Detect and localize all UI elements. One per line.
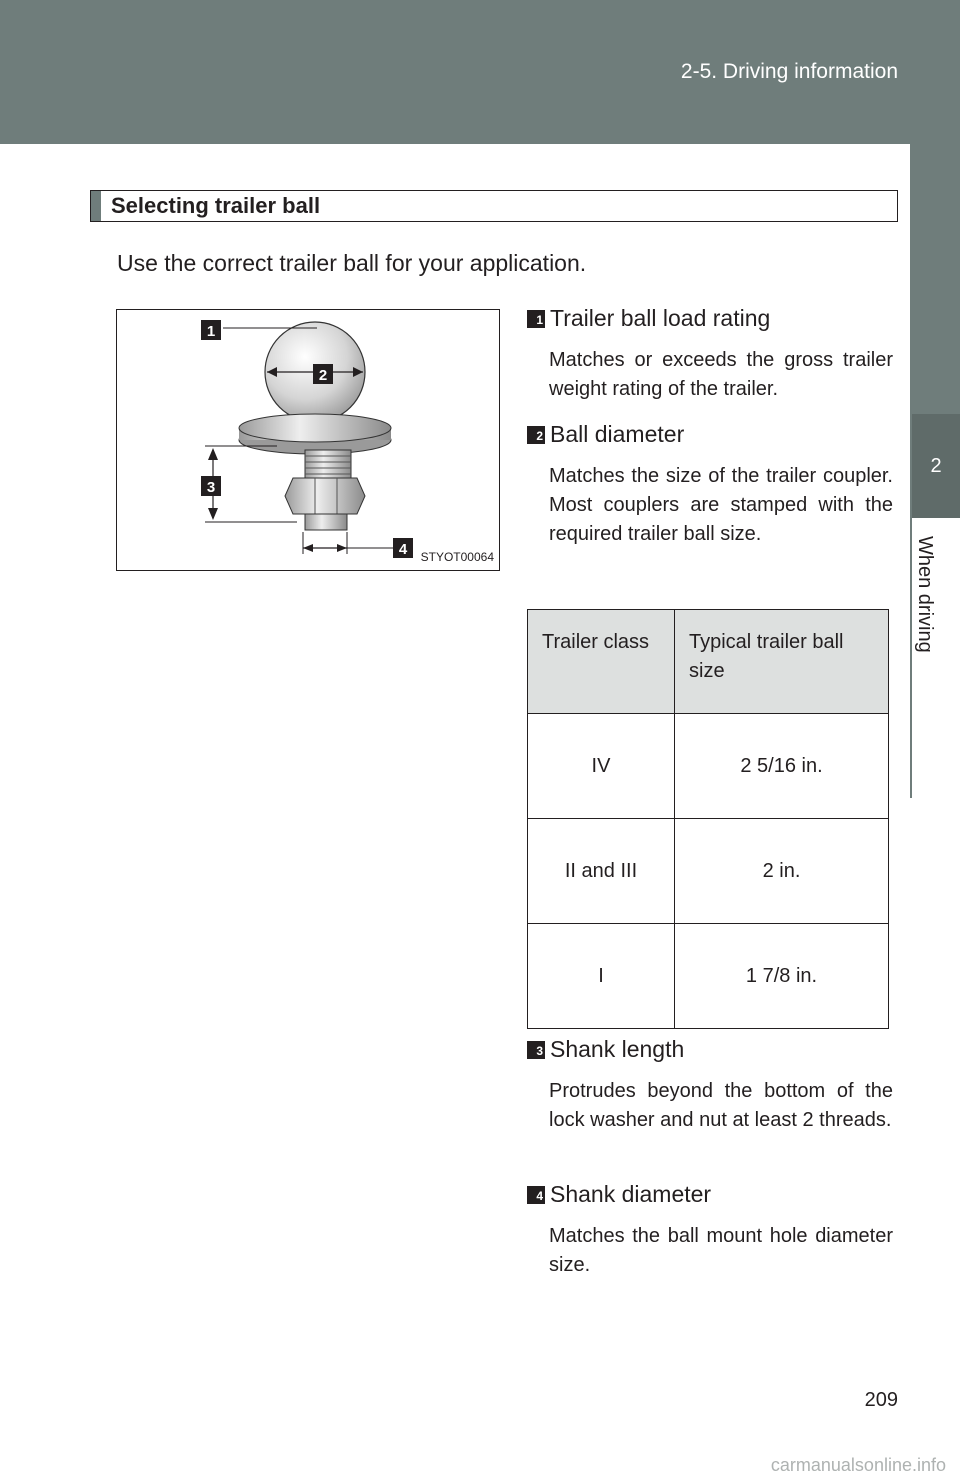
- callout-1: 1: [206, 323, 216, 340]
- section-heading-text: Selecting trailer ball: [111, 193, 321, 218]
- item-marker: 2: [527, 426, 545, 444]
- table-row: [528, 924, 889, 1029]
- heading-accent-bar: [91, 191, 101, 221]
- item-marker: 4: [527, 1186, 545, 1204]
- item-description: Protrudes beyond the bottom of the lock washer and nut at least 2 threads.: [549, 1080, 893, 1131]
- cell-size: 2 5/16 in.: [675, 714, 889, 819]
- item-shank-length: [527, 1036, 893, 1135]
- callout-2: 2: [318, 367, 328, 384]
- callout-4: 4: [398, 541, 408, 558]
- trailer-ball-drawing: [117, 310, 499, 570]
- item-description: Matches the size of the trailer coupler. Most couplers are stamped with the required trailer ball size.: [549, 465, 893, 545]
- item-title: Shank diameter: [550, 1181, 712, 1207]
- intro-text: Use the correct trailer ball for your application.: [117, 250, 587, 276]
- item-description: Matches the ball mount hole diameter size.: [549, 1225, 893, 1276]
- header-ball-size: Typical trailer ball size: [675, 610, 889, 714]
- chapter-label: When driving: [914, 536, 936, 653]
- section-heading: [90, 190, 898, 222]
- item-title: Shank length: [550, 1036, 685, 1062]
- item-description: Matches or exceeds the gross trailer weight rating of the trailer.: [549, 349, 893, 400]
- item-title: Trailer ball load rating: [550, 305, 771, 331]
- item-ball-diameter: [527, 421, 893, 549]
- item-shank-diameter: [527, 1181, 893, 1280]
- table-row: [528, 819, 889, 924]
- section-breadcrumb: 2-5. Driving information: [680, 60, 898, 83]
- page-header: [0, 0, 960, 144]
- table-row: [528, 714, 889, 819]
- cell-class: I: [528, 924, 675, 1029]
- watermark-link[interactable]: carmanualsonline.info: [770, 1455, 946, 1475]
- trailer-ball-illustration: [116, 309, 500, 571]
- page-number: 209: [864, 1389, 898, 1411]
- cell-class: II and III: [528, 819, 675, 924]
- item-load-rating: [527, 305, 893, 404]
- chapter-number-tab[interactable]: 2: [912, 414, 960, 518]
- table-header-row: [528, 610, 889, 714]
- header-trailer-class: Trailer class: [528, 610, 675, 714]
- figure-code: STYOT00064: [420, 550, 494, 564]
- item-title: Ball diameter: [550, 421, 685, 447]
- cell-class: IV: [528, 714, 675, 819]
- item-marker: 3: [527, 1041, 545, 1059]
- cell-size: 1 7/8 in.: [675, 924, 889, 1029]
- side-tab-band: [912, 144, 960, 414]
- item-marker: 1: [527, 310, 545, 328]
- cell-size: 2 in.: [675, 819, 889, 924]
- callout-3: 3: [206, 479, 216, 496]
- trailer-class-table: [527, 609, 889, 1029]
